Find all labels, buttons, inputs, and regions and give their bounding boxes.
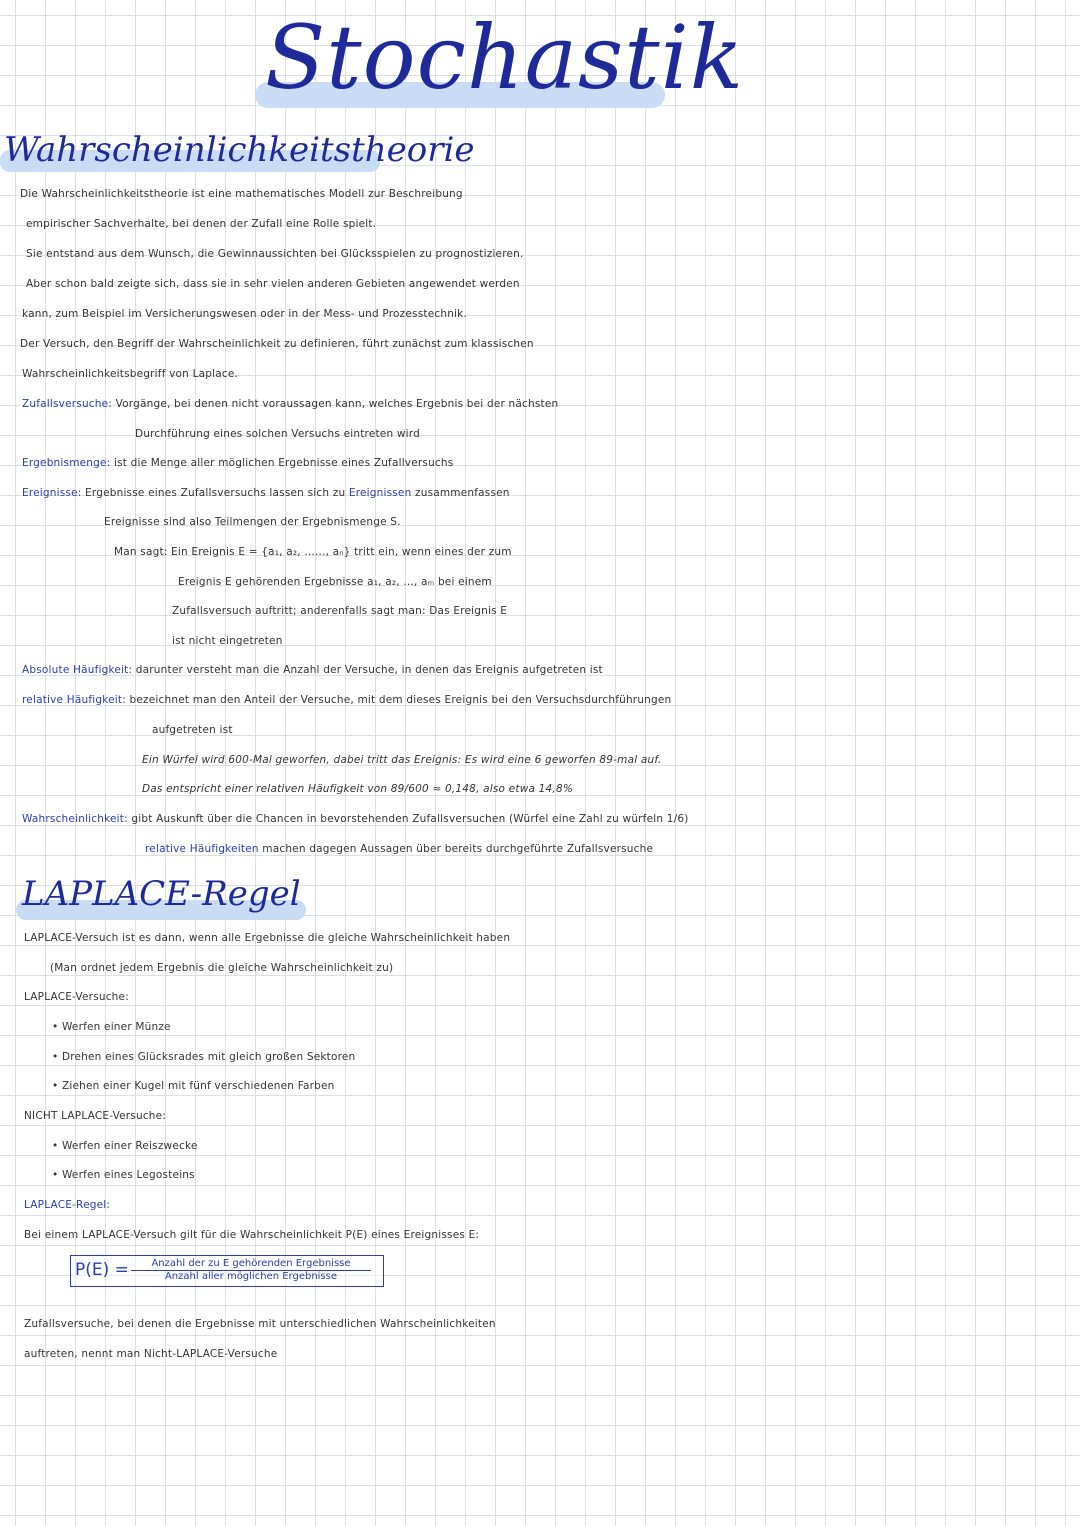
term-label: Wahrscheinlichkeit:	[22, 813, 128, 825]
list-item-text: Werfen einer Münze	[61, 1021, 171, 1033]
definition-ergebnismenge	[22, 457, 453, 469]
intro-line: kann, zum Beispiel im Versicherungswesen oder in der Mess- und Prozesstechnik.	[22, 308, 467, 320]
list-item-text: Ziehen einer Kugel mit fünf verschiedenen Farben	[61, 1080, 335, 1092]
intro-line: Aber schon bald zeigte sich, dass sie in sehr vielen anderen Gebieten angewendet werden	[26, 278, 520, 290]
definition-zufallsversuche	[22, 398, 558, 410]
laplace-text: (Man ordnet jedem Ergebnis die gleiche Wahrscheinlichkeit zu)	[50, 962, 394, 974]
list-item-text: Werfen einer Reiszwecke	[61, 1140, 198, 1152]
list-item-text: Werfen eines Legosteins	[61, 1169, 195, 1181]
term-label: Ergebnismenge:	[22, 457, 111, 469]
list-item: • Ziehen einer Kugel mit fünf verschiedenen Farben	[52, 1080, 335, 1092]
section-heading-wahrscheinlichkeitstheorie: Wahrscheinlichkeitstheorie	[4, 130, 475, 170]
term-label: Ereignissen	[348, 487, 412, 499]
definition-text: Vorgänge, bei denen nicht voraussagen kann, welches Ergebnis bei der nächsten	[115, 398, 559, 410]
example-line: Das entspricht einer relativen Häufigkeit von 89/600 ≈ 0,148, also etwa 14,8%	[142, 783, 574, 795]
intro-line: Der Versuch, den Begriff der Wahrscheinlichkeit zu definieren, führt zunächst zum klassischen	[20, 338, 534, 350]
laplace-text: LAPLACE-Versuch ist es dann, wenn alle Ergebnisse die gleiche Wahrscheinlichkeit haben	[24, 932, 511, 944]
definition-text: aufgetreten ist	[152, 724, 233, 736]
definition-text: Zufallsversuch auftritt; anderenfalls sagt man: Das Ereignis E	[172, 605, 508, 617]
formula-denominator: Anzahl aller möglichen Ergebnisse	[164, 1271, 338, 1282]
definition-text: darunter versteht man die Anzahl der Versuche, in denen das Ereignis aufgetreten ist	[135, 664, 603, 676]
definition-text: Man sagt: Ein Ereignis E = {a₁, a₂, ......, aₙ} tritt ein, wenn eines der zum	[114, 546, 512, 558]
definition-text: machen dagegen Aussagen über bereits durchgeführte Zufallsversuche	[262, 843, 654, 855]
definition-text: gibt Auskunft über die Chancen in bevorstehenden Zufallsversuchen (Würfel eine Zahl zu würfeln 1/6)	[131, 813, 689, 825]
term-label: relative Häufigkeiten	[145, 843, 259, 855]
term-label: Zufallsversuche:	[22, 398, 113, 410]
example-line: Ein Würfel wird 600-Mal geworfen, dabei tritt das Ereignis: Es wird eine 6 geworfen 89-mal auf.	[142, 754, 662, 766]
intro-line: Wahrscheinlichkeitsbegriff von Laplace.	[22, 368, 239, 380]
list-item-text: Drehen eines Glücksrades mit gleich großen Sektoren	[61, 1051, 356, 1063]
laplace-regel-text: Bei einem LAPLACE-Versuch gilt für die Wahrscheinlichkeit P(E) eines Ereignisses E:	[24, 1229, 480, 1241]
section-heading-laplace-regel: LAPLACE-Regel	[22, 874, 301, 914]
intro-line: Sie entstand aus dem Wunsch, die Gewinnaussichten bei Glücksspielen zu prognostizieren.	[26, 248, 524, 260]
list-label-laplace-versuche: LAPLACE-Versuche:	[24, 991, 129, 1003]
closing-text: auftreten, nennt man Nicht-LAPLACE-Versuche	[24, 1348, 278, 1360]
definition-text: Ereignisse sind also Teilmengen der Ergebnismenge S.	[104, 516, 401, 528]
definition-text: Durchführung eines solchen Versuchs eintreten wird	[135, 428, 420, 440]
term-label: Absolute Häufigkeit:	[22, 664, 133, 676]
list-item: • Werfen einer Münze	[52, 1021, 171, 1033]
formula-numerator: Anzahl der zu E gehörenden Ergebnisse	[131, 1258, 371, 1271]
intro-line: empirischer Sachverhalte, bei denen der Zufall eine Rolle spielt.	[26, 218, 377, 230]
list-item: • Werfen einer Reiszwecke	[52, 1140, 198, 1152]
laplace-regel-label: LAPLACE-Regel:	[24, 1199, 111, 1211]
definition-ereignisse	[22, 487, 510, 499]
definition-text: bezeichnet man den Anteil der Versuche, mit dem dieses Ereignis bei den Versuchsdurchführungen	[129, 694, 672, 706]
definition-text: ist nicht eingetreten	[172, 635, 283, 647]
formula-lhs: P(E) =	[75, 1260, 129, 1280]
definition-text: zusammenfassen	[415, 487, 510, 499]
closing-text: Zufallsversuche, bei denen die Ergebnisse mit unterschiedlichen Wahrscheinlichkeiten	[24, 1318, 496, 1330]
term-label: relative Häufigkeit:	[22, 694, 126, 706]
list-item: • Werfen eines Legosteins	[52, 1169, 195, 1181]
definition-text: ist die Menge aller möglichen Ergebnisse eines Zufallversuchs	[113, 457, 454, 469]
definition-text: Ereignis E gehörenden Ergebnisse a₁, a₂, ..., aₘ bei einem	[178, 576, 492, 588]
definition-relative-haeufigkeiten	[145, 843, 653, 855]
intro-line: Die Wahrscheinlichkeitstheorie ist eine mathematisches Modell zur Beschreibung	[20, 188, 463, 200]
list-label-nicht-laplace: NICHT LAPLACE-Versuche:	[24, 1110, 167, 1122]
term-label: Ereignisse:	[22, 487, 82, 499]
formula-fraction	[131, 1258, 371, 1282]
definition-wahrscheinlichkeit	[22, 813, 689, 825]
definition-relative-haeufigkeit	[22, 694, 671, 706]
definition-text: Ergebnisse eines Zufallsversuchs lassen sich zu	[85, 487, 346, 499]
laplace-formula-box	[70, 1255, 384, 1287]
page-title: Stochastik	[265, 6, 745, 109]
list-item: • Drehen eines Glücksrades mit gleich großen Sektoren	[52, 1051, 356, 1063]
definition-absolute-haeufigkeit	[22, 664, 603, 676]
